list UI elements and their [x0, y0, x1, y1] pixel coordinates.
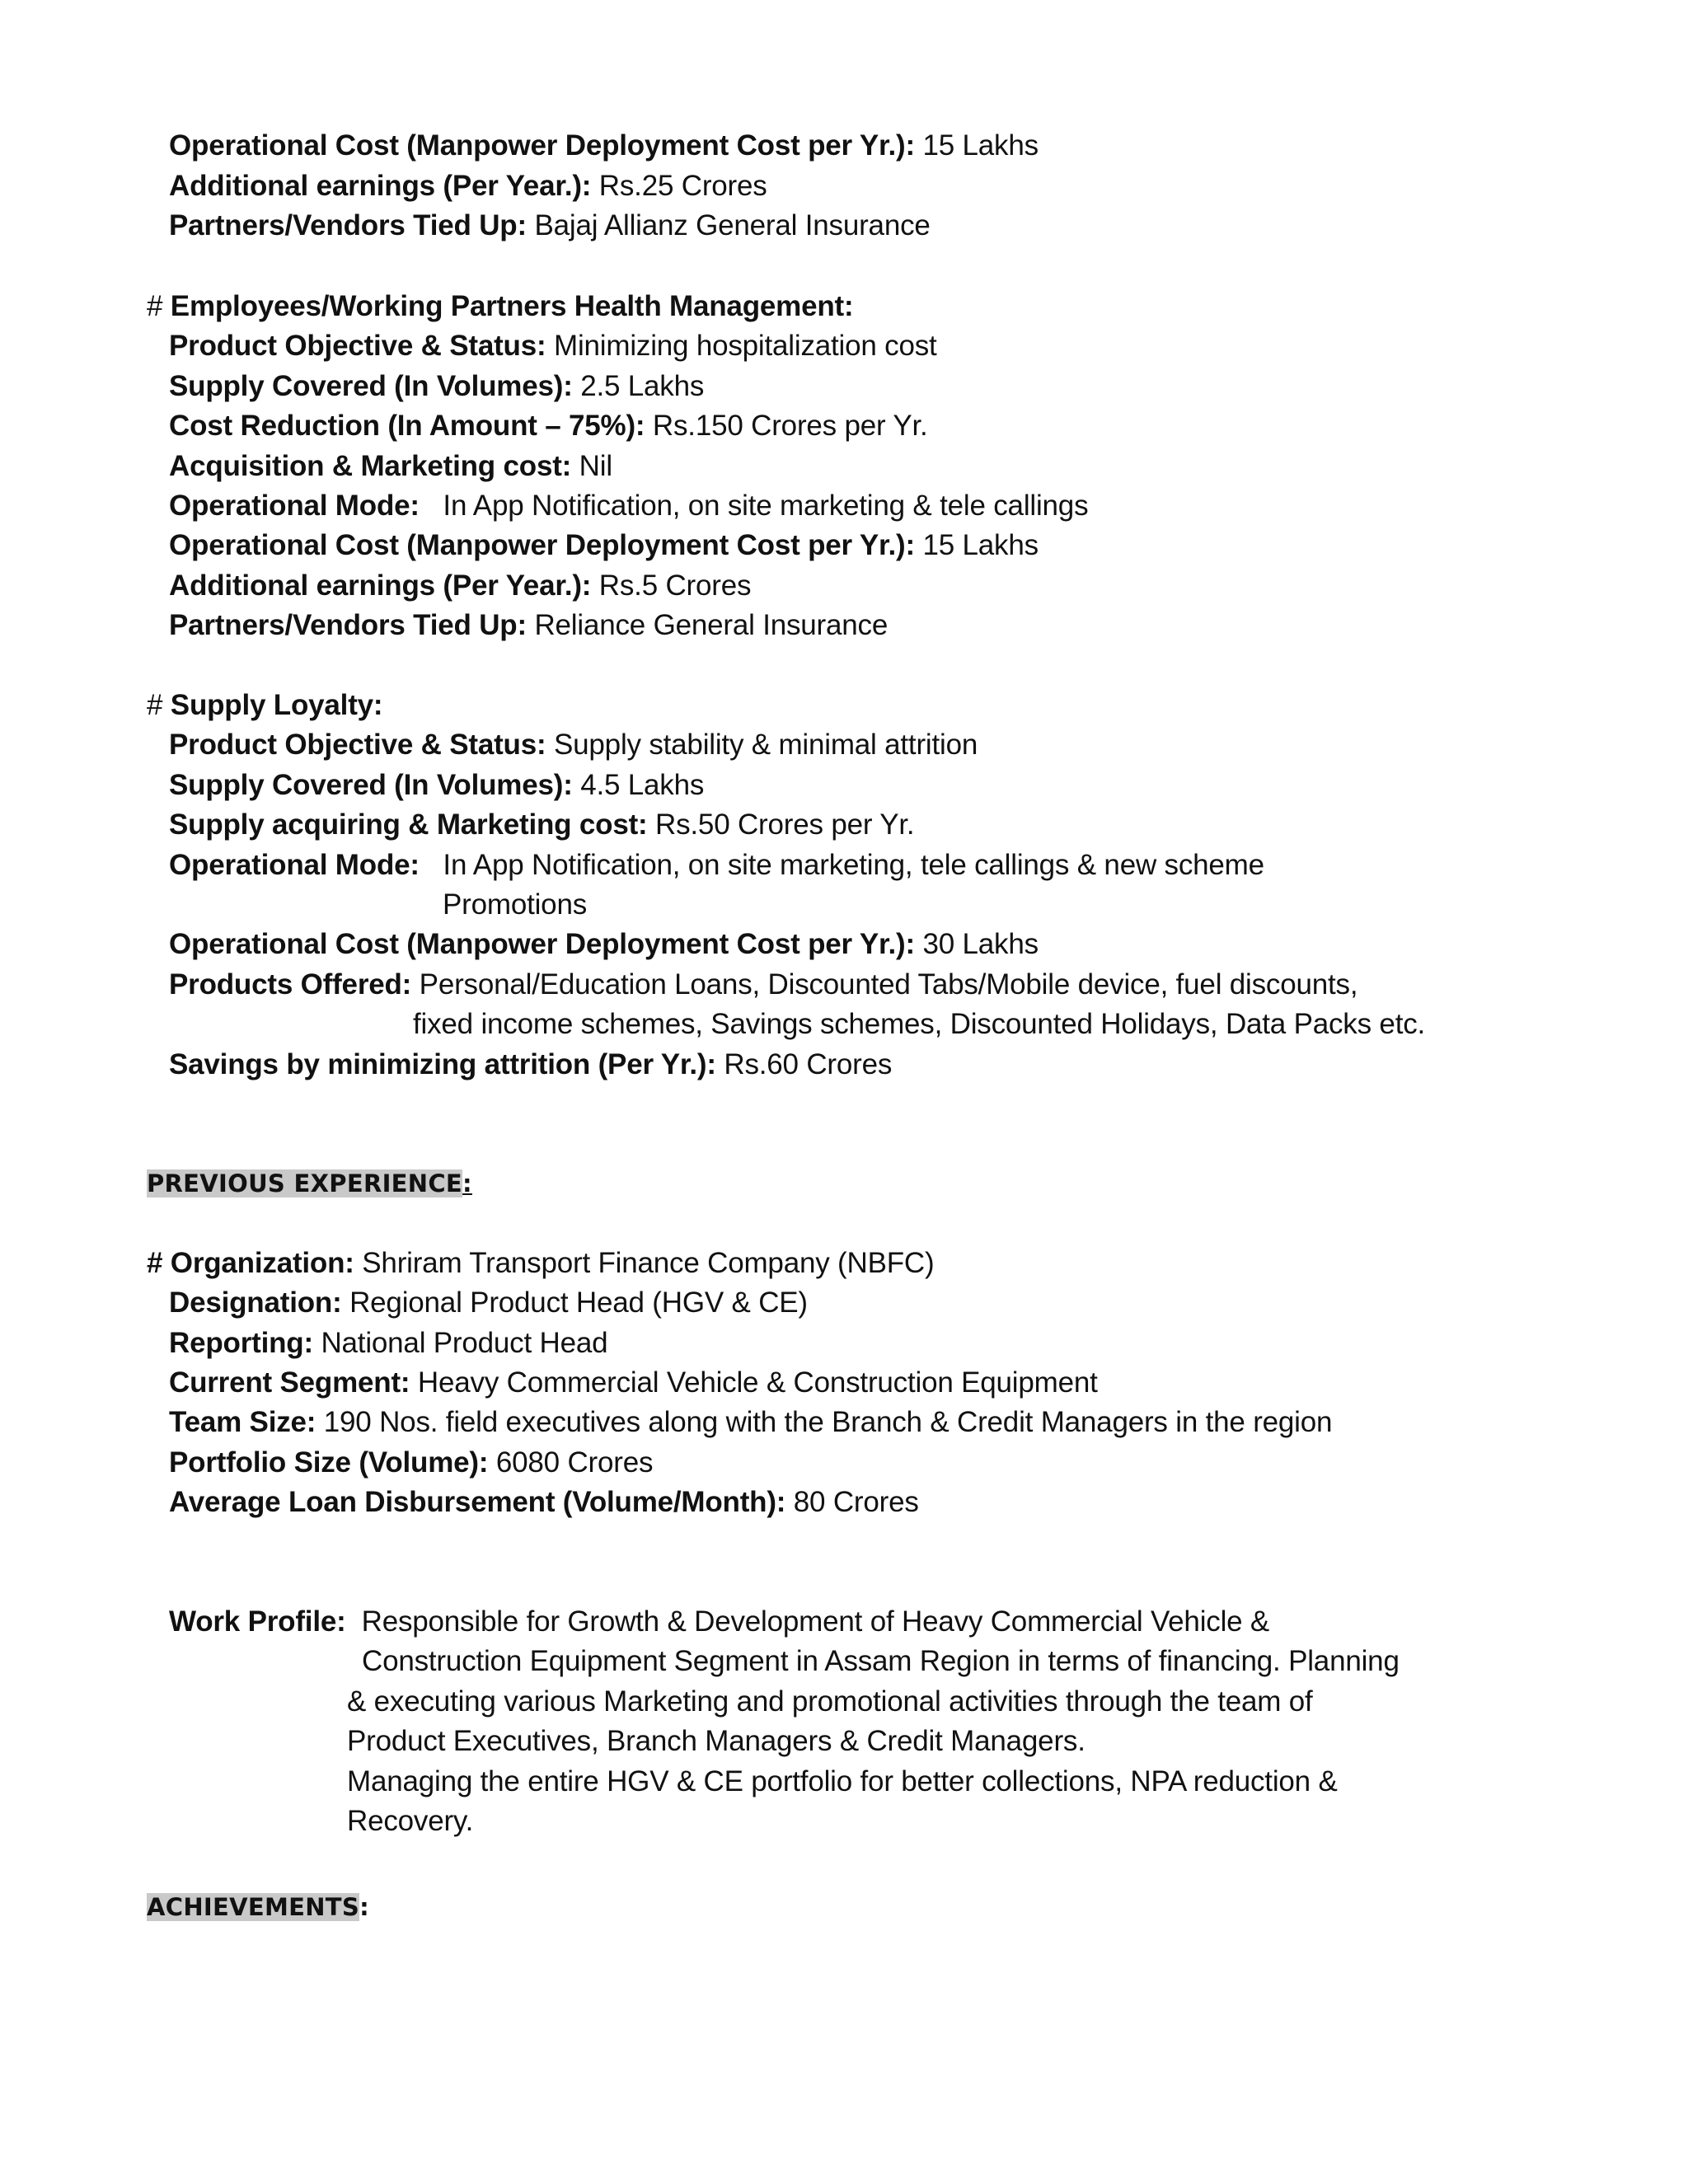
work-profile-text-line: & executing various Marketing and promotional activities through the team of	[347, 1685, 1313, 1718]
health-mode-line: Operational Mode: In App Notification, on site marketing & tele callings	[169, 490, 1089, 522]
health-supply-line: Supply Covered (In Volumes): 2.5 Lakhs	[169, 370, 705, 402]
loyalty-objective-line: Product Objective & Status: Supply stability & minimal attrition	[169, 729, 978, 761]
previous-experience-heading: PREVIOUS EXPERIENCE:	[147, 1169, 472, 1197]
health-op-cost-line: Operational Cost (Manpower Deployment Cost per Yr.): 15 Lakhs	[169, 529, 1039, 561]
health-cost-reduction-line: Cost Reduction (In Amount – 75%): Rs.150 Crores per Yr.	[169, 410, 928, 442]
op-cost-line-1: Operational Cost (Manpower Deployment Cost per Yr.): 15 Lakhs	[169, 129, 1039, 162]
loyalty-mode-line: Operational Mode: In App Notification, on site marketing, tele callings & new scheme	[169, 849, 1264, 881]
work-profile-text-line: Product Executives, Branch Managers & Credit Managers.	[347, 1725, 1085, 1757]
loyalty-products-line: Products Offered: Personal/Education Loans, Discounted Tabs/Mobile device, fuel discounts,	[169, 968, 1358, 1001]
designation-line: Designation: Regional Product Head (HGV & CE)	[169, 1286, 808, 1319]
loyalty-products-line-cont: fixed income schemes, Savings schemes, Discounted Holidays, Data Packs etc.	[413, 1008, 1426, 1040]
partners-line-1: Partners/Vendors Tied Up: Bajaj Allianz General Insurance	[169, 209, 931, 241]
portfolio-line: Portfolio Size (Volume): 6080 Crores	[169, 1446, 654, 1479]
segment-line: Current Segment: Heavy Commercial Vehicle & Construction Equipment	[169, 1366, 1098, 1399]
achievements-heading: ACHIEVEMENTS:	[147, 1893, 369, 1921]
loyalty-savings-line: Savings by minimizing attrition (Per Yr.): Rs.60 Crores	[169, 1048, 893, 1080]
loyalty-section-title: # Supply Loyalty:	[147, 689, 383, 721]
health-partners-line: Partners/Vendors Tied Up: Reliance General Insurance	[169, 609, 889, 641]
loyalty-mode-line-cont: Promotions	[443, 888, 588, 921]
health-add-earnings-line: Additional earnings (Per Year.): Rs.5 Crores	[169, 569, 752, 602]
disbursement-line: Average Loan Disbursement (Volume/Month): 80 Crores	[169, 1486, 919, 1518]
loyalty-op-cost-line: Operational Cost (Manpower Deployment Cost per Yr.): 30 Lakhs	[169, 928, 1039, 960]
work-profile-text-line: Construction Equipment Segment in Assam Region in terms of financing. Planning	[362, 1645, 1400, 1677]
health-acquisition-line: Acquisition & Marketing cost: Nil	[169, 450, 612, 482]
organization-line: # Organization: Shriram Transport Finance Company (NBFC)	[147, 1247, 935, 1279]
work-profile-text-line: Managing the entire HGV & CE portfolio for better collections, NPA reduction &	[347, 1765, 1338, 1797]
health-objective-line: Product Objective & Status: Minimizing hospitalization cost	[169, 330, 937, 362]
reporting-line: Reporting: National Product Head	[169, 1327, 608, 1359]
health-section-title: # Employees/Working Partners Health Management:	[147, 290, 854, 322]
team-size-line: Team Size: 190 Nos. field executives along with the Branch & Credit Managers in the region	[169, 1406, 1333, 1438]
work-profile-text-line: Recovery.	[347, 1805, 474, 1837]
loyalty-acquiring-line: Supply acquiring & Marketing cost: Rs.50 Crores per Yr.	[169, 808, 915, 841]
add-earnings-line-1: Additional earnings (Per Year.): Rs.25 Crores	[169, 170, 767, 202]
work-profile-line: Work Profile: Responsible for Growth & Development of Heavy Commercial Vehicle &	[169, 1605, 1270, 1638]
loyalty-supply-line: Supply Covered (In Volumes): 4.5 Lakhs	[169, 769, 705, 801]
